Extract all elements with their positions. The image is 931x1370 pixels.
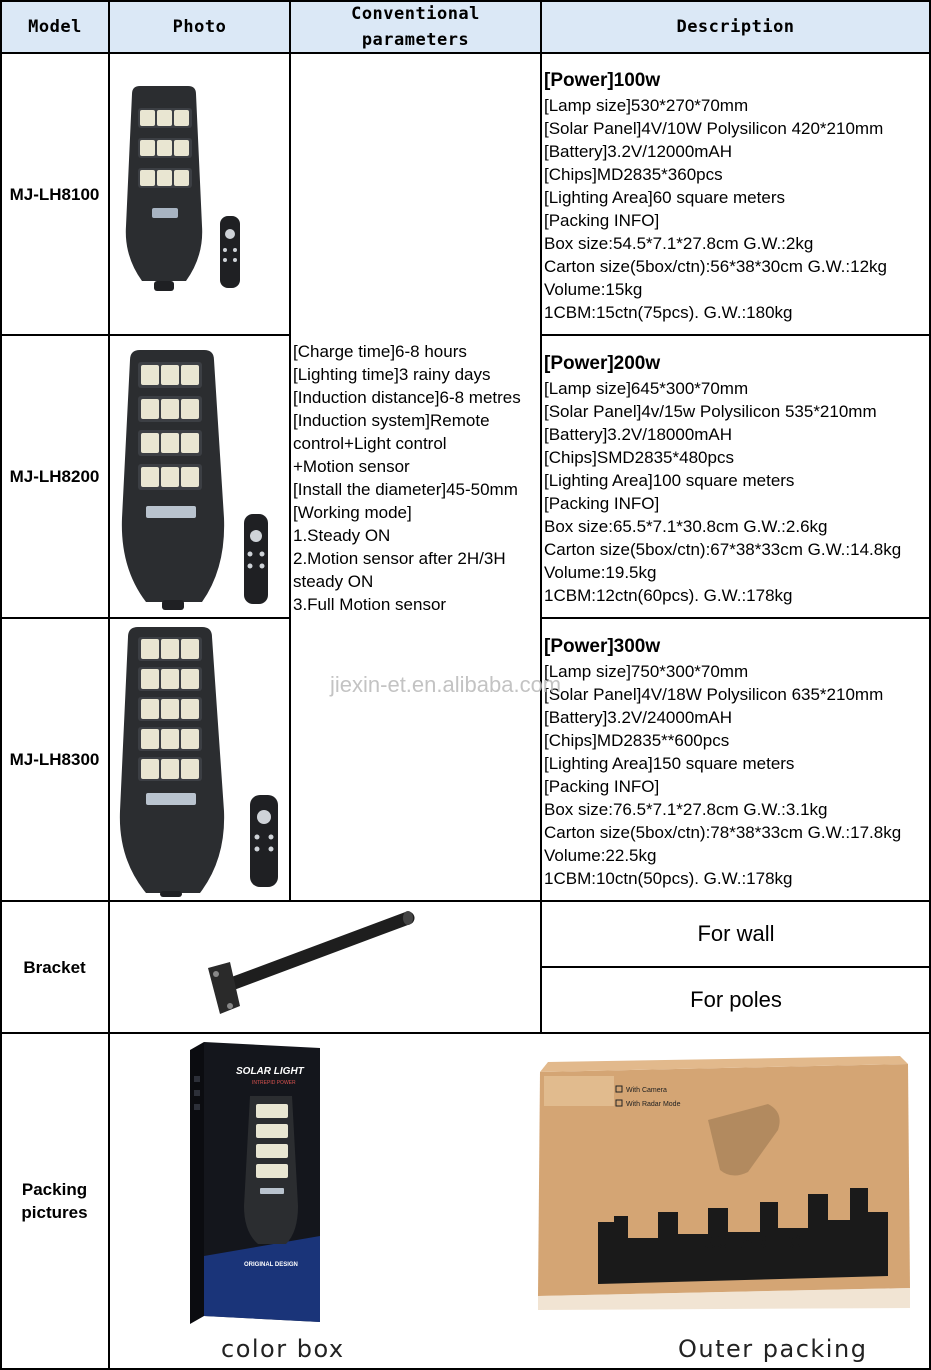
param-line: steady ON [293, 572, 374, 591]
power-label: [Power]200w [544, 353, 661, 374]
desc-line: 1CBM:12ctn(60pcs). G.W.:178kg [544, 586, 793, 605]
desc-line: [Lamp size]750*300*70mm [544, 662, 749, 681]
desc-line: 1CBM:15ctn(75pcs). G.W.:180kg [544, 303, 793, 322]
desc-line: [Packing INFO] [544, 777, 660, 796]
conventional-parameters [293, 340, 538, 616]
bracket-for-poles: For poles [690, 987, 782, 1012]
table-border [540, 0, 542, 1034]
param-line: [Charge time]6-8 hours [293, 342, 467, 361]
color-box-caption: color box [221, 1335, 345, 1363]
box-brand-text: SOLAR LIGHT [236, 1066, 304, 1077]
desc-line: Box size:54.5*7.1*27.8cm G.W.:2kg [544, 234, 814, 253]
desc-line: Carton size(5box/ctn):56*38*30cm G.W.:12kg [544, 257, 887, 276]
carton-option-camera: With Camera [626, 1087, 667, 1094]
header-params [291, 0, 540, 53]
outer-packing-caption: Outer packing [678, 1335, 868, 1363]
remote-control [220, 216, 240, 288]
desc-line: [Lighting Area]150 square meters [544, 754, 795, 773]
table-border [289, 0, 291, 902]
model-name: MJ-LH8300 [9, 750, 100, 769]
param-line: [Induction distance]6-8 metres [293, 388, 521, 407]
desc-line: [Lighting Area]100 square meters [544, 471, 795, 490]
remote-control [244, 514, 268, 604]
desc-line: Carton size(5box/ctn):78*38*33cm G.W.:17.8kg [544, 823, 902, 842]
table-border [540, 334, 931, 336]
product-photo-lamp [110, 621, 288, 898]
desc-line: 1CBM:10ctn(50pcs). G.W.:178kg [544, 869, 793, 888]
param-line: [Working mode] [293, 503, 412, 522]
desc-line: [Packing INFO] [544, 494, 660, 513]
desc-line: [Battery]3.2V/12000mAH [544, 142, 733, 161]
param-line: 2.Motion sensor after 2H/3H [293, 549, 506, 568]
desc-line: Carton size(5box/ctn):67*38*33cm G.W.:14.8kg [544, 540, 902, 559]
desc-line: [Chips]SMD2835*480pcs [544, 448, 734, 467]
desc-line: [Lamp size]530*270*70mm [544, 96, 749, 115]
outer-carton-image [528, 1052, 918, 1312]
desc-line: [Chips]MD2835*360pcs [544, 165, 723, 184]
power-label: [Power]100w [544, 70, 661, 91]
desc-line: [Packing INFO] [544, 211, 660, 230]
power-label: [Power]300w [544, 636, 661, 657]
header-model: Model [28, 16, 82, 37]
desc-line: [Solar Panel]4v/15w Polysilicon 535*210mm [544, 402, 877, 421]
param-line: [Lighting time]3 rainy days [293, 365, 491, 384]
carton-option-radar: With Radar Mode [626, 1101, 681, 1108]
desc-line: Box size:76.5*7.1*27.8cm G.W.:3.1kg [544, 800, 828, 819]
product-photo-lamp [110, 338, 288, 615]
watermark: jiexin-et.en.alibaba.com [330, 672, 562, 697]
table-border [540, 617, 931, 619]
carton-brand-text: SOLAR LIGHT [704, 1232, 826, 1252]
desc-line: Volume:15kg [544, 280, 643, 299]
param-line: [Induction system]Remote [293, 411, 490, 430]
param-line: 1.Steady ON [293, 526, 391, 545]
remote-control [250, 795, 278, 887]
table-border [0, 1032, 931, 1034]
desc-line: [Lighting Area]60 square meters [544, 188, 785, 207]
description-block [544, 351, 929, 607]
bracket-image [190, 906, 430, 1030]
packing-label [0, 1034, 109, 1368]
model-name: MJ-LH8200 [9, 467, 100, 486]
param-line: +Motion sensor [293, 457, 410, 476]
header-photo: Photo [172, 16, 227, 37]
desc-line: [Solar Panel]4V/10W Polysilicon 420*210mm [544, 119, 884, 138]
product-photo-lamp [110, 56, 288, 332]
description-block [544, 634, 929, 890]
bracket-label: Bracket [23, 957, 86, 977]
desc-line: Box size:65.5*7.1*30.8cm G.W.:2.6kg [544, 517, 828, 536]
desc-line: [Battery]3.2V/24000mAH [544, 708, 733, 727]
param-line: 3.Full Motion sensor [293, 595, 447, 614]
param-line: control+Light control [293, 434, 447, 453]
header-params-line2: parameters [361, 29, 470, 50]
description-block [544, 68, 929, 324]
desc-line: Volume:22.5kg [544, 846, 657, 865]
box-design-text: ORIGINAL DESIGN [244, 1262, 298, 1268]
bracket-for-wall: For wall [697, 921, 775, 946]
model-name: MJ-LH8100 [9, 184, 100, 204]
desc-line: [Lamp size]645*300*70mm [544, 379, 749, 398]
desc-line: Volume:19.5kg [544, 563, 657, 582]
header-params-line1: Conventional [351, 3, 480, 24]
desc-line: [Battery]3.2V/18000mAH [544, 425, 733, 444]
desc-line: [Chips]MD2835**600pcs [544, 731, 730, 750]
bracket-plate [208, 962, 240, 1014]
color-box-image [188, 1036, 328, 1328]
param-line: [Install the diameter]45-50mm [293, 480, 518, 499]
box-sub-text: INTREPID POWER [252, 1080, 296, 1086]
desc-line: [Solar Panel]4V/18W Polysilicon 635*210mm [544, 685, 884, 704]
packing-label-line2: pictures [21, 1203, 88, 1222]
header-description: Description [676, 16, 795, 37]
packing-label-line1: Packing [21, 1180, 88, 1199]
